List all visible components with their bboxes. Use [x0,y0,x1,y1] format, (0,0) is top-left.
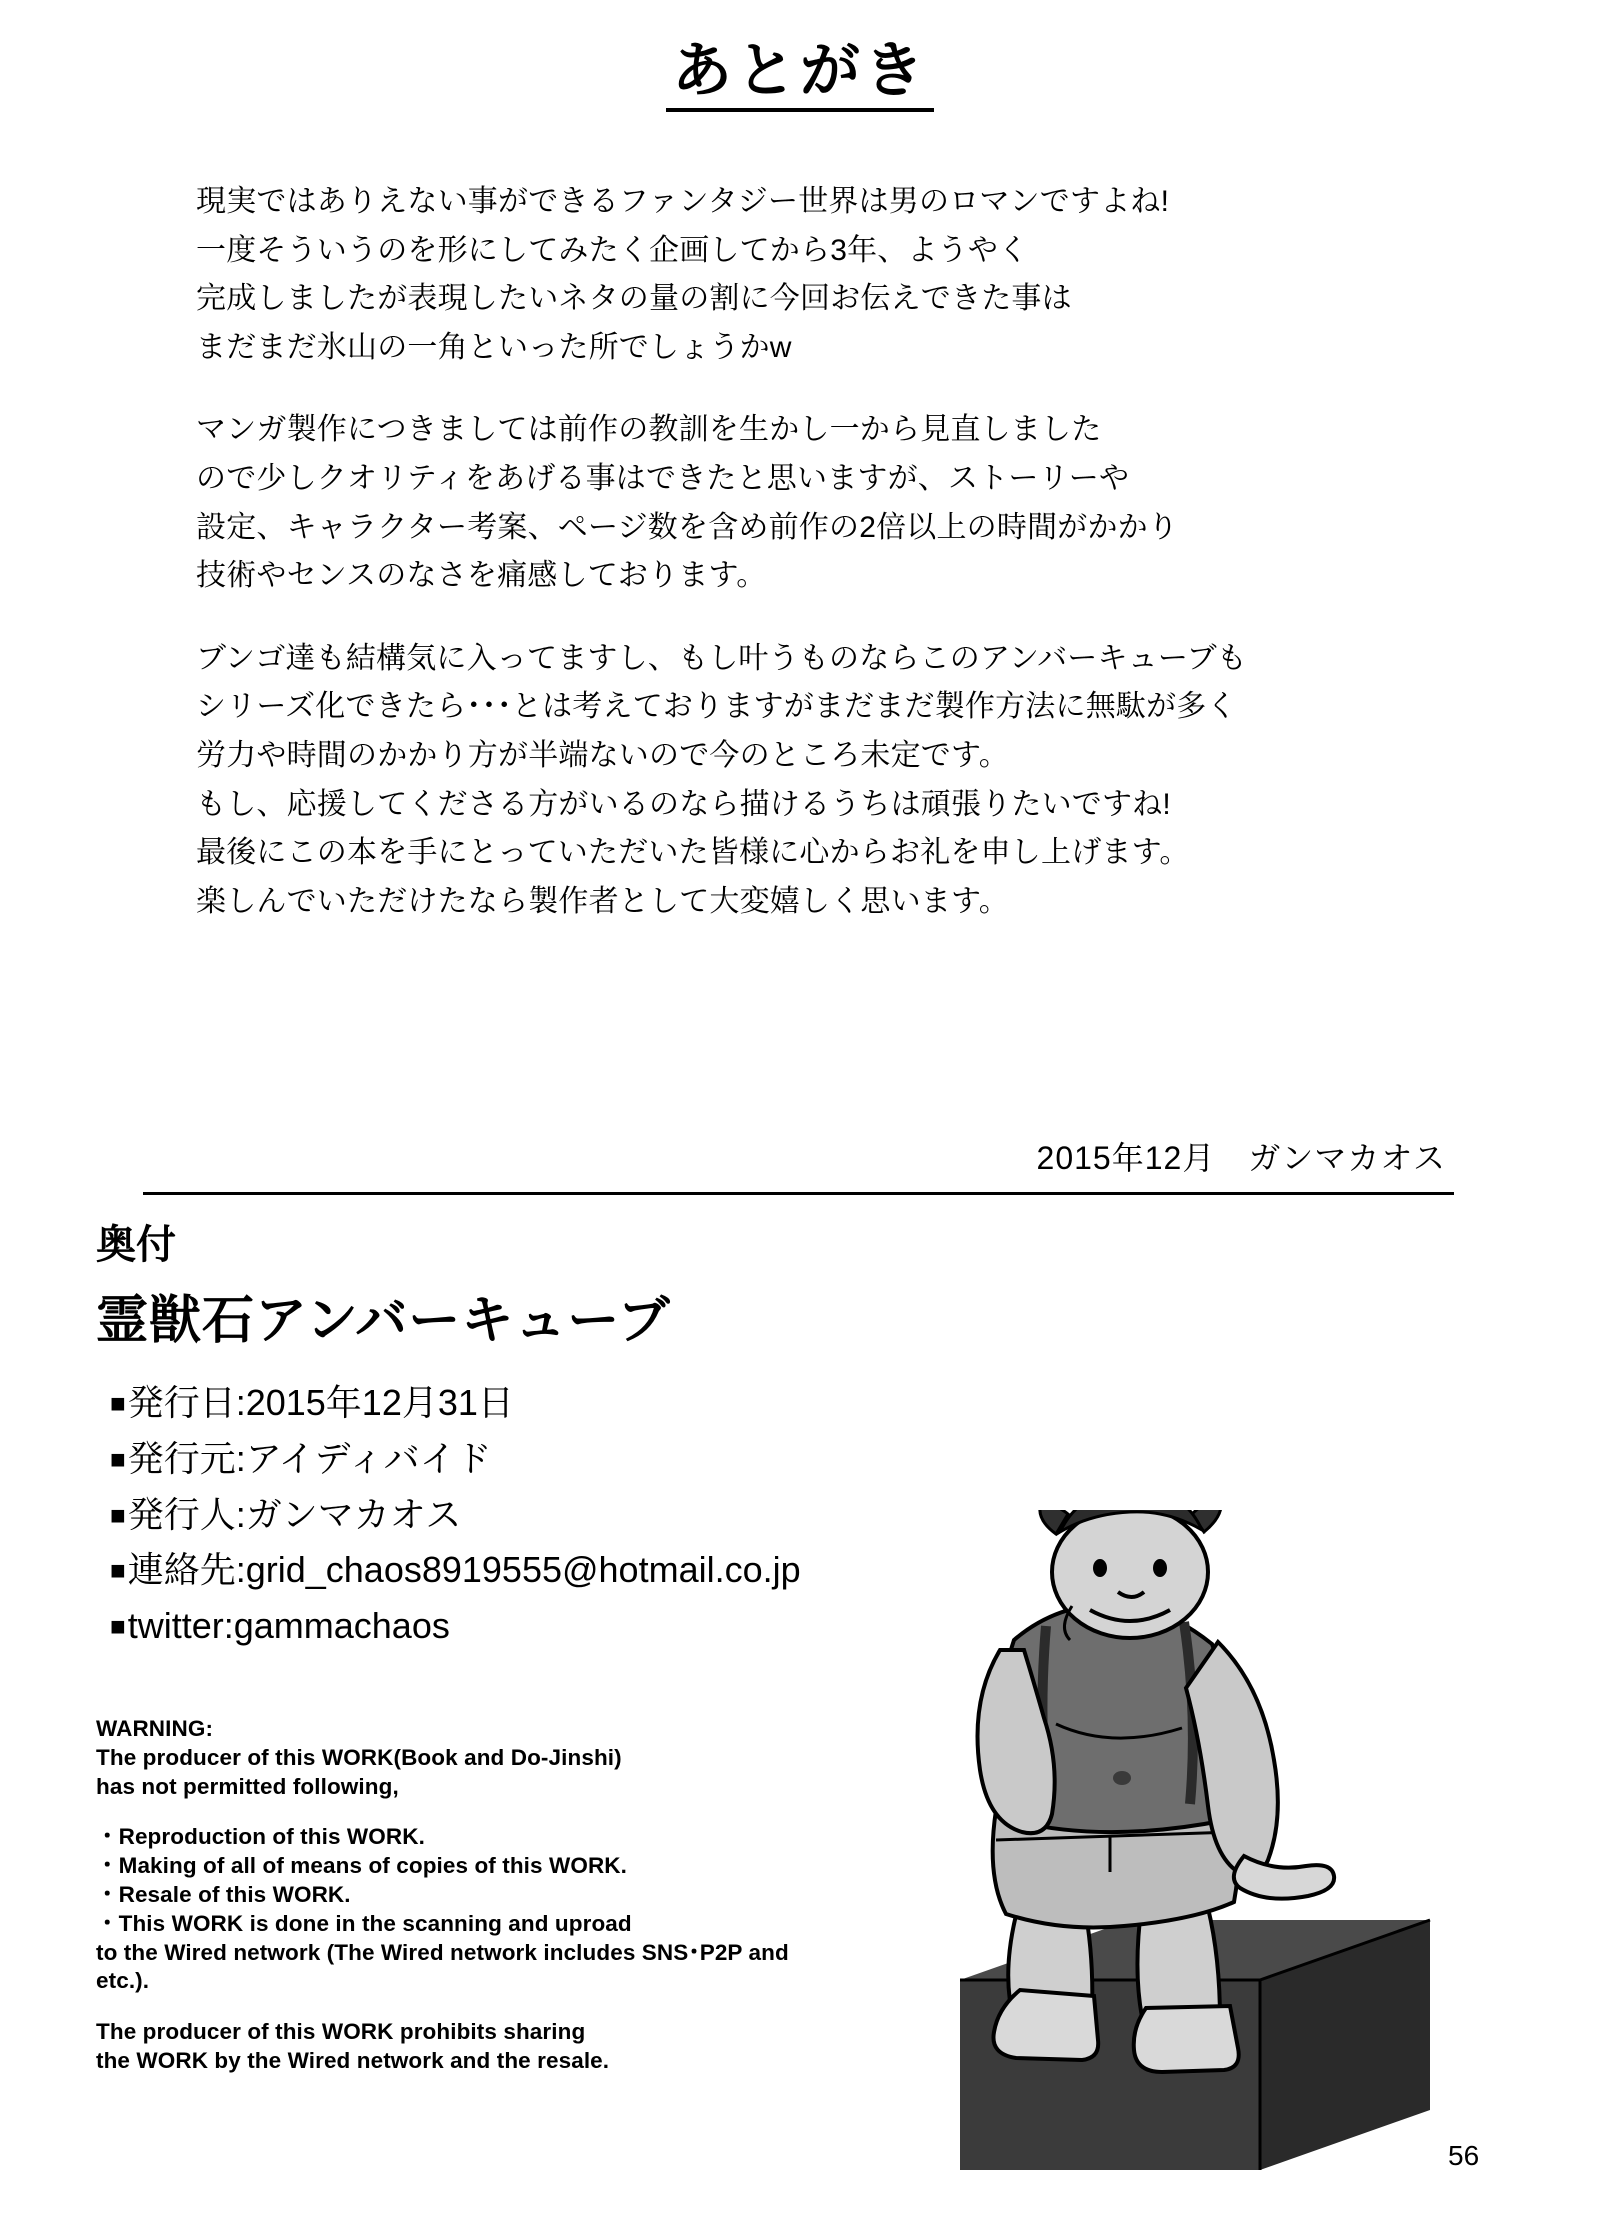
list-item-twitter [110,1598,801,1654]
afterword-line: 最後にこの本を手にとっていただいた皆様に心からお礼を申し上げます。 [196,836,1190,870]
warning-line: to the Wired network (The Wired network includes SNS･P2P and etc.). [96,1939,789,1994]
square-bullet-icon: ■ [110,1443,126,1474]
afterword-line: ブンゴ達も結構気に入ってますし、もし叶うものならこのアンバーキューブも [196,641,1247,675]
paragraph-spacer [96,1801,816,1823]
warning-line: ・Reproduction of this WORK. [96,1824,425,1850]
colophon-list [110,1375,801,1654]
warning-heading: WARNING: [96,1716,214,1741]
list-item-label: 発行元:アイディバイド [127,1437,492,1479]
list-item-label: 発行日:2015年12月31日 [127,1382,514,1423]
afterword-line: 完成しましたが表現したいネタの量の割に今回お伝えできた事は [196,282,1072,316]
square-bullet-icon: ■ [110,1499,126,1530]
afterword-line: もし、応援してくださる方がいるのなら描けるうちは頑張りたいですね! [196,787,1171,821]
afterword-line: 労力や時間のかかり方が半端ないので今のところ未定です。 [196,738,1009,772]
square-bullet-icon: ■ [110,1611,126,1642]
square-bullet-icon: ■ [110,1388,126,1418]
colophon-label: 奥付 [96,1223,176,1267]
afterword-title-text: あとがき [666,37,934,112]
warning-block [96,1715,816,2076]
afterword-signature: 2015年12月 ガンマカオス [1036,1140,1446,1176]
warning-line: The producer of this WORK prohibits sharing [96,2019,586,2045]
afterword-line: 楽しんでいただけたなら製作者として大変嬉しく思います。 [196,884,1009,918]
warning-line: The producer of this WORK(Book and Do-Jinshi) [96,1744,622,1770]
list-item-label: twitter:gammachaos [127,1605,450,1647]
paragraph-spacer [96,1996,816,2018]
paragraph-spacer [196,372,1456,406]
afterword-line: まだまだ氷山の一角といった所でしょうかw [196,330,792,364]
afterword-line: 現実ではありえない事ができるファンタジー世界は男のロマンですよね! [196,185,1170,218]
list-item-label: 連絡先:grid_chaos8919555@hotmail.co.jp [127,1549,801,1591]
square-bullet-icon: ■ [110,1555,126,1586]
warning-line: ・This WORK is done in the scanning and uproad [96,1910,632,1936]
paragraph-spacer [196,601,1456,635]
list-item [110,1431,801,1487]
list-item [110,1375,801,1431]
afterword-line: マンガ製作につきましては前作の教訓を生かし一から見直しました [196,413,1102,447]
colophon-title: 霊獣石アンバーキューブ [96,1292,671,1350]
afterword-line: 一度そういうのを形にしてみたく企画してから3年、ようやく [196,233,1029,267]
page-title [0,38,1600,104]
section-divider [143,1192,1454,1195]
warning-line: has not permitted following, [96,1773,399,1799]
warning-line: ・Resale of this WORK. [96,1881,351,1907]
afterword-line: 技術やセンスのなさを痛感しております。 [196,559,767,593]
list-item [110,1487,801,1543]
afterword-line: 設定、キャラクター考案、ページ数を含め前作の2倍以上の時間がかかり [196,510,1179,544]
warning-line: the WORK by the Wired network and the resale. [96,2047,610,2073]
list-item-label: 発行人:ガンマカオス [127,1493,462,1535]
warning-line: ・Making of all of means of copies of this WORK. [96,1853,627,1879]
list-item-contact-email [110,1542,801,1598]
afterword-line: ので少しクオリティをあげる事はできたと思いますが、ストーリーや [196,461,1130,495]
page-number: 56 [1448,2140,1480,2171]
seated-bear-character-illustration [960,1510,1600,2210]
afterword-body [196,178,1456,926]
afterword-line: シリーズ化できたら･･･とは考えておりますがまだまだ製作方法に無駄が多く [196,690,1237,724]
